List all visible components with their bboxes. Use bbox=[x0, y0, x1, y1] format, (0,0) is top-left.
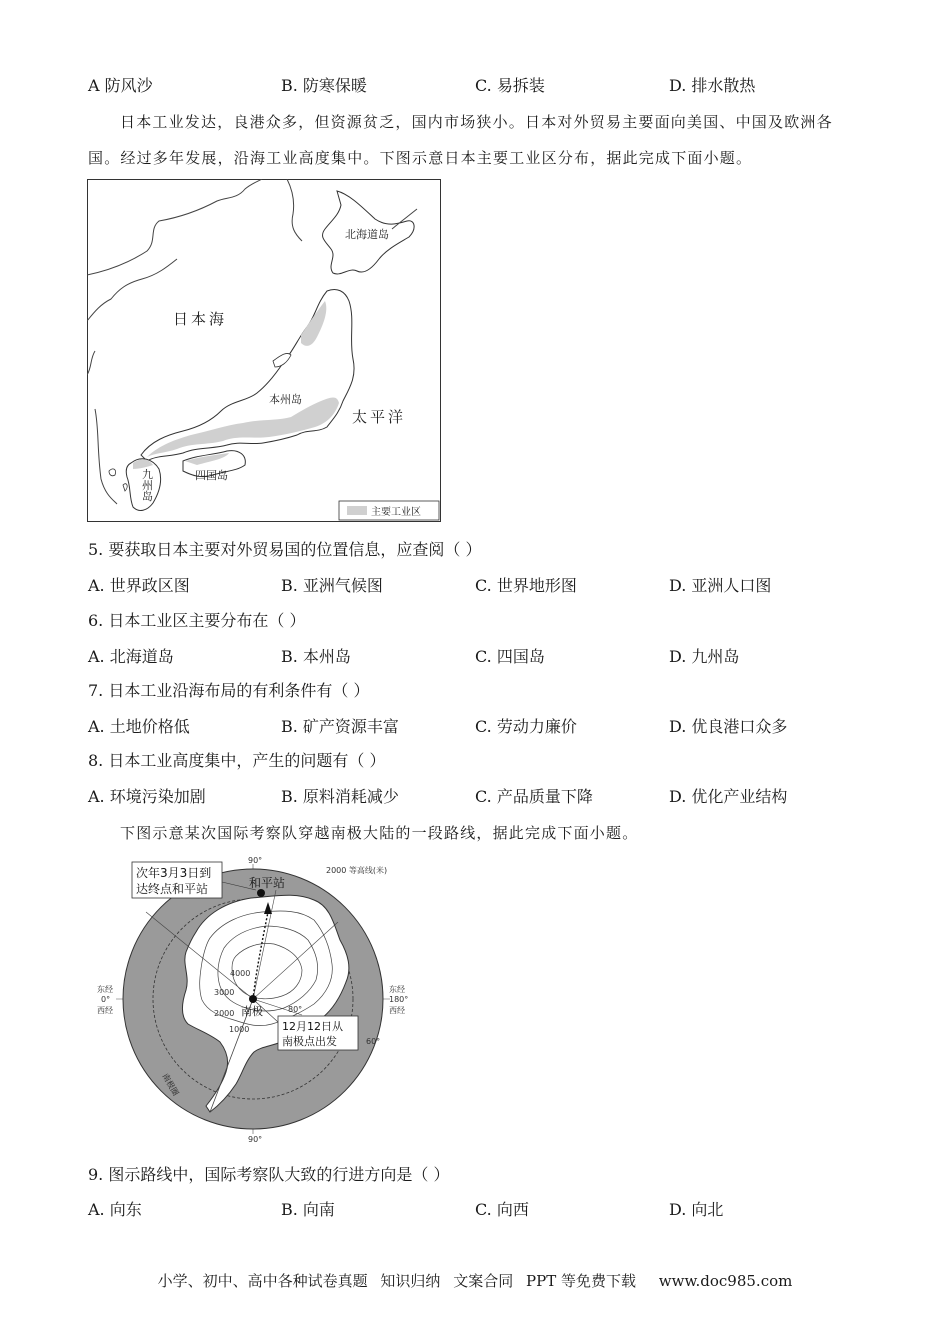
q8-option-a: A. 环境污染加剧 bbox=[88, 787, 206, 806]
q9-options bbox=[88, 1197, 868, 1223]
page-footer bbox=[0, 1270, 950, 1291]
q5-stem: 5. 要获取日本主要对外贸易国的位置信息，应查阅（ ） bbox=[88, 540, 482, 559]
q6-stem: 6. 日本工业区主要分布在（ ） bbox=[88, 611, 306, 630]
deg-80-label: 80° bbox=[288, 1005, 303, 1014]
intro1-line2: 国。经过多年发展，沿海工业高度集中。下图示意日本主要工业区分布，据此完成下面小题。 bbox=[88, 149, 753, 167]
kyushu-label-1: 九 bbox=[142, 468, 153, 481]
right-label-3: 西经 bbox=[389, 1006, 405, 1015]
callout-bottom-line2: 南极点出发 bbox=[282, 1035, 337, 1048]
footer-text-4: PPT 等免费下载 bbox=[526, 1272, 636, 1290]
q9-option-c: C. 向西 bbox=[475, 1200, 529, 1219]
kyushu-label-2: 州 bbox=[142, 479, 153, 492]
contour-4000: 4000 bbox=[230, 969, 251, 978]
callout-top-line1: 次年3月3日到 bbox=[136, 866, 212, 880]
deg-top-label: 90° bbox=[248, 856, 263, 865]
q5-option-b: B. 亚洲气候图 bbox=[281, 576, 383, 595]
contour-2000: 2000 bbox=[214, 1009, 235, 1018]
q6-option-a: A. 北海道岛 bbox=[88, 647, 174, 666]
q7-option-c: C. 劳动力廉价 bbox=[475, 717, 577, 736]
station-label: 和平站 bbox=[249, 876, 286, 890]
japan-industrial-map bbox=[87, 179, 441, 522]
q6-option-b: B. 本州岛 bbox=[281, 647, 351, 666]
q9-stem: 9. 图示路线中，国际考察队大致的行进方向是（ ） bbox=[88, 1165, 450, 1184]
kyushu-label-3: 岛 bbox=[142, 490, 153, 503]
q7-option-b: B. 矿产资源丰富 bbox=[281, 717, 399, 736]
q4-options bbox=[88, 73, 868, 99]
intro1-line1: 日本工业发达，良港众多，但资源贫乏，国内市场狭小。日本对外贸易主要面向美国、中国及欧洲各 bbox=[120, 113, 833, 131]
q9-option-a: A. 向东 bbox=[88, 1200, 142, 1219]
sea-of-japan-label: 日本海 bbox=[173, 310, 228, 328]
q4-option-a: A 防风沙 bbox=[88, 76, 153, 95]
footer-text-1: 小学、初中、高中各种试卷真题 bbox=[157, 1272, 368, 1290]
q6-option-c: C. 四国岛 bbox=[475, 647, 545, 666]
q5-option-c: C. 世界地形图 bbox=[475, 576, 577, 595]
hokkaido-label: 北海道岛 bbox=[345, 228, 389, 241]
right-label-2: 180° bbox=[389, 995, 409, 1004]
contour-1000: 1000 bbox=[229, 1025, 250, 1034]
q5-option-a: A. 世界政区图 bbox=[88, 576, 190, 595]
deg-60-label: 60° bbox=[366, 1037, 381, 1046]
deg-bottom-label: 90° bbox=[248, 1135, 263, 1144]
antarctica-route-map bbox=[86, 852, 436, 1148]
q4-option-c: C. 易拆装 bbox=[475, 76, 545, 95]
q8-stem: 8. 日本工业高度集中，产生的问题有（ ） bbox=[88, 751, 386, 770]
footer-text-3: 文案合同 bbox=[453, 1272, 514, 1290]
right-label-1: 东经 bbox=[389, 985, 405, 994]
callout-bottom-line1: 12月12日从 bbox=[282, 1020, 343, 1033]
q7-option-a: A. 土地价格低 bbox=[88, 717, 190, 736]
left-label-3: 西经 bbox=[97, 1006, 113, 1015]
legend-industrial-label: 主要工业区 bbox=[371, 507, 421, 518]
contour-3000: 3000 bbox=[214, 988, 235, 997]
callout-top-line2: 达终点和平站 bbox=[136, 882, 209, 896]
q6-options bbox=[88, 644, 868, 670]
intro2: 下图示意某次国际考察队穿越南极大陆的一段路线，据此完成下面小题。 bbox=[120, 824, 639, 842]
q8-option-d: D. 优化产业结构 bbox=[669, 787, 788, 806]
q7-option-d: D. 优良港口众多 bbox=[669, 717, 788, 736]
q7-stem: 7. 日本工业沿海布局的有利条件有（ ） bbox=[88, 681, 370, 700]
q5-option-d: D. 亚洲人口图 bbox=[669, 576, 772, 595]
left-label-2: 0° bbox=[101, 995, 111, 1004]
q8-option-b: B. 原料消耗减少 bbox=[281, 787, 399, 806]
q4-option-d: D. 排水散热 bbox=[669, 76, 756, 95]
q5-options bbox=[88, 573, 868, 599]
q9-option-d: D. 向北 bbox=[669, 1200, 724, 1219]
q4-option-b: B. 防寒保暖 bbox=[281, 76, 367, 95]
q6-option-d: D. 九州岛 bbox=[669, 647, 740, 666]
left-label-1: 东经 bbox=[97, 985, 113, 994]
honshu-label: 本州岛 bbox=[269, 393, 302, 406]
contour-legend: 2000 等高线(米) bbox=[326, 866, 388, 875]
q8-options bbox=[88, 784, 868, 810]
q8-option-c: C. 产品质量下降 bbox=[475, 787, 593, 806]
footer-link[interactable]: www.doc985.com bbox=[658, 1272, 793, 1290]
q9-option-b: B. 向南 bbox=[281, 1200, 335, 1219]
shikoku-label: 四国岛 bbox=[195, 469, 228, 482]
q7-options bbox=[88, 714, 868, 740]
footer-text-2: 知识归纳 bbox=[380, 1272, 441, 1290]
antarctic-circle-label: 南极圈 bbox=[160, 1072, 181, 1098]
pacific-ocean-label: 太平洋 bbox=[352, 408, 407, 426]
south-pole-label: 南极 bbox=[241, 1005, 263, 1018]
